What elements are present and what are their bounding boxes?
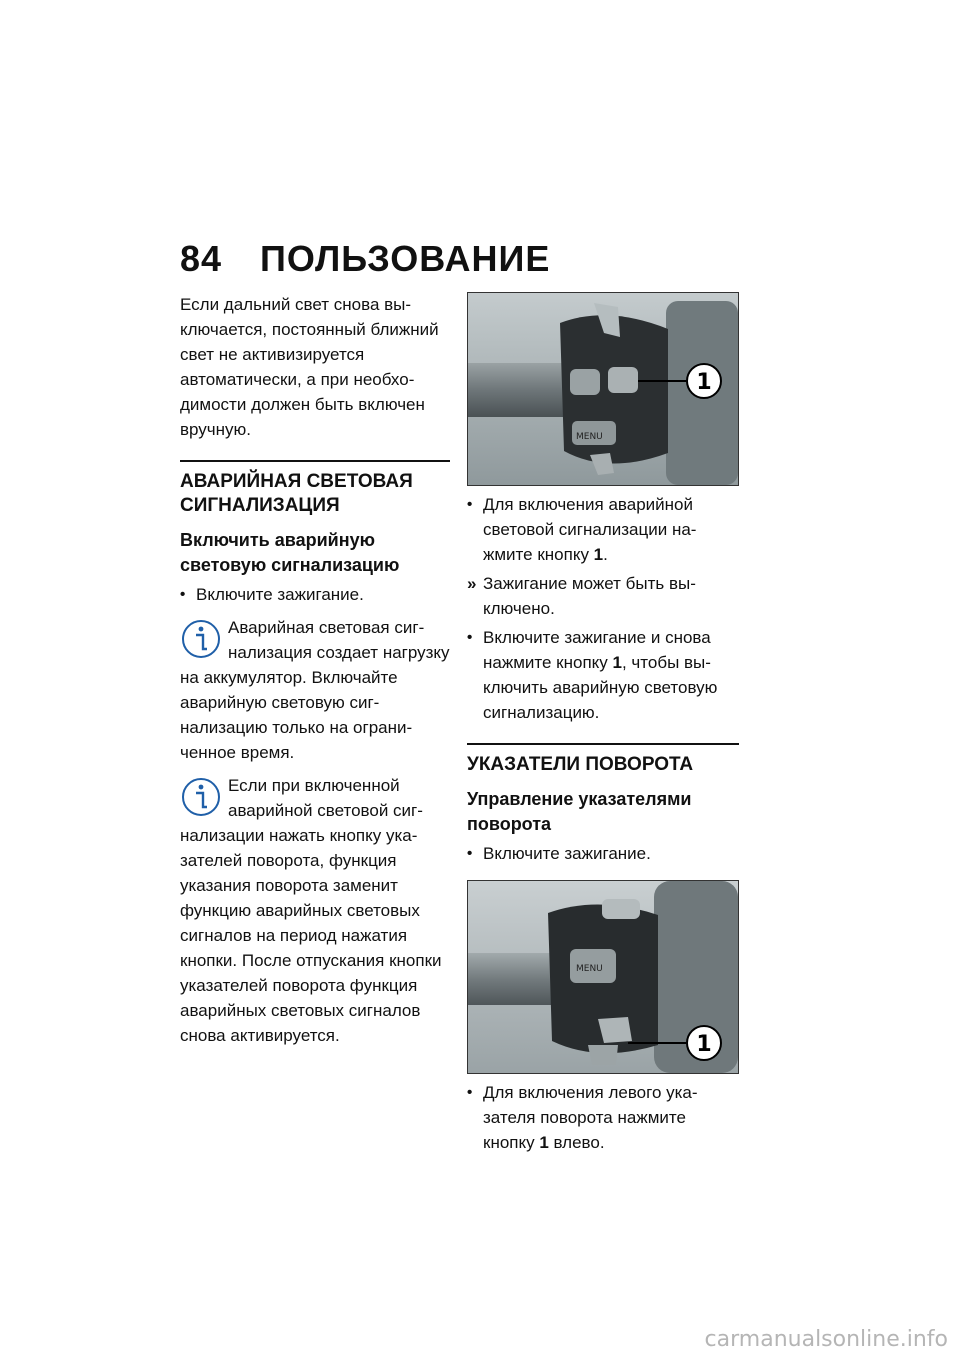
list-item (467, 1080, 739, 1155)
section-title-turn-signals: УКАЗАТЕЛИ ПОВОРОТА (467, 743, 739, 777)
step-text-a: Включите зажигание и снова нажмите кнопку (483, 628, 711, 672)
page-header (180, 238, 550, 280)
list-item (467, 841, 739, 866)
result-text: Зажигание может быть выключено. (483, 574, 696, 618)
list-item (180, 582, 450, 607)
step-text-b: , чтобы выключить аварийную световую сигнализацию. (483, 653, 718, 722)
subsection-title-hazard: Включить аварийную световую сигнализацию (180, 530, 400, 575)
page-number: 84 (180, 238, 223, 279)
bullet-text: Включите зажигание. (483, 844, 651, 863)
bullet-mark: • (180, 586, 186, 603)
note-text: Если при включенной аварийной световой сигнализации нажать кнопку указателей поворота, функция указания поворота заменит функцию аварийных световых сигналов на период нажатия кнопки. После отпускания кнопки указателей поворота функция аварийных световых сигналов снова активируется. (180, 776, 442, 1045)
button-reference: 1 (593, 545, 604, 564)
bullet-mark: • (467, 629, 473, 646)
right-column (467, 292, 739, 1159)
section-title-hazard: АВАРИЙНАЯ СВЕТОВАЯ СИГНАЛИЗАЦИЯ (180, 460, 450, 518)
button-reference: 1 (612, 653, 622, 672)
intro-paragraph: Если дальний свет снова выключается, постоянный ближний свет не активизируется автоматически, а при необходимости должен быть включен вручную. (180, 295, 439, 439)
bullet-mark: • (467, 845, 473, 862)
turn-signal-switch-illustration (467, 880, 739, 1074)
bullet-mark: • (467, 496, 473, 513)
result-mark: » (467, 574, 477, 593)
callout-number: 1 (696, 1032, 712, 1057)
step-text-a: Для включения аварийной световой сигнализации нажмите кнопку (483, 495, 697, 564)
bullet-text: Включите зажигание. (196, 585, 364, 604)
callout-number: 1 (696, 370, 712, 395)
bullet-mark: • (467, 1084, 473, 1101)
button-reference: 1 (539, 1133, 549, 1152)
hazard-switch-illustration (467, 292, 739, 486)
list-item (467, 625, 739, 725)
info-note (180, 773, 450, 1048)
step-text-b: влево. (548, 1133, 605, 1152)
list-item (467, 492, 739, 567)
info-icon (180, 618, 222, 660)
step-text-b: . (603, 545, 608, 564)
menu-button-label: MENU (576, 432, 603, 442)
menu-button-label: MENU (576, 964, 603, 974)
step-text-a: Для включения левого указателя поворота нажмите кнопку (483, 1083, 698, 1152)
list-item (467, 571, 739, 621)
subsection-title-turn-signals: Управление указателями поворота (467, 789, 692, 834)
info-icon (180, 776, 222, 818)
page-title: ПОЛЬЗОВАНИЕ (260, 238, 551, 279)
watermark: carmanualsonline.info (704, 1327, 948, 1352)
note-text: Аварийная световая сигнализация создает нагрузку на аккумулятор. Включайте аварийную световую сигнализацию только на ограниченное время. (180, 618, 450, 762)
left-column (180, 292, 450, 1056)
handlebar-switch-image (468, 881, 738, 1073)
handlebar-switch-image (468, 293, 738, 485)
info-note (180, 615, 450, 765)
